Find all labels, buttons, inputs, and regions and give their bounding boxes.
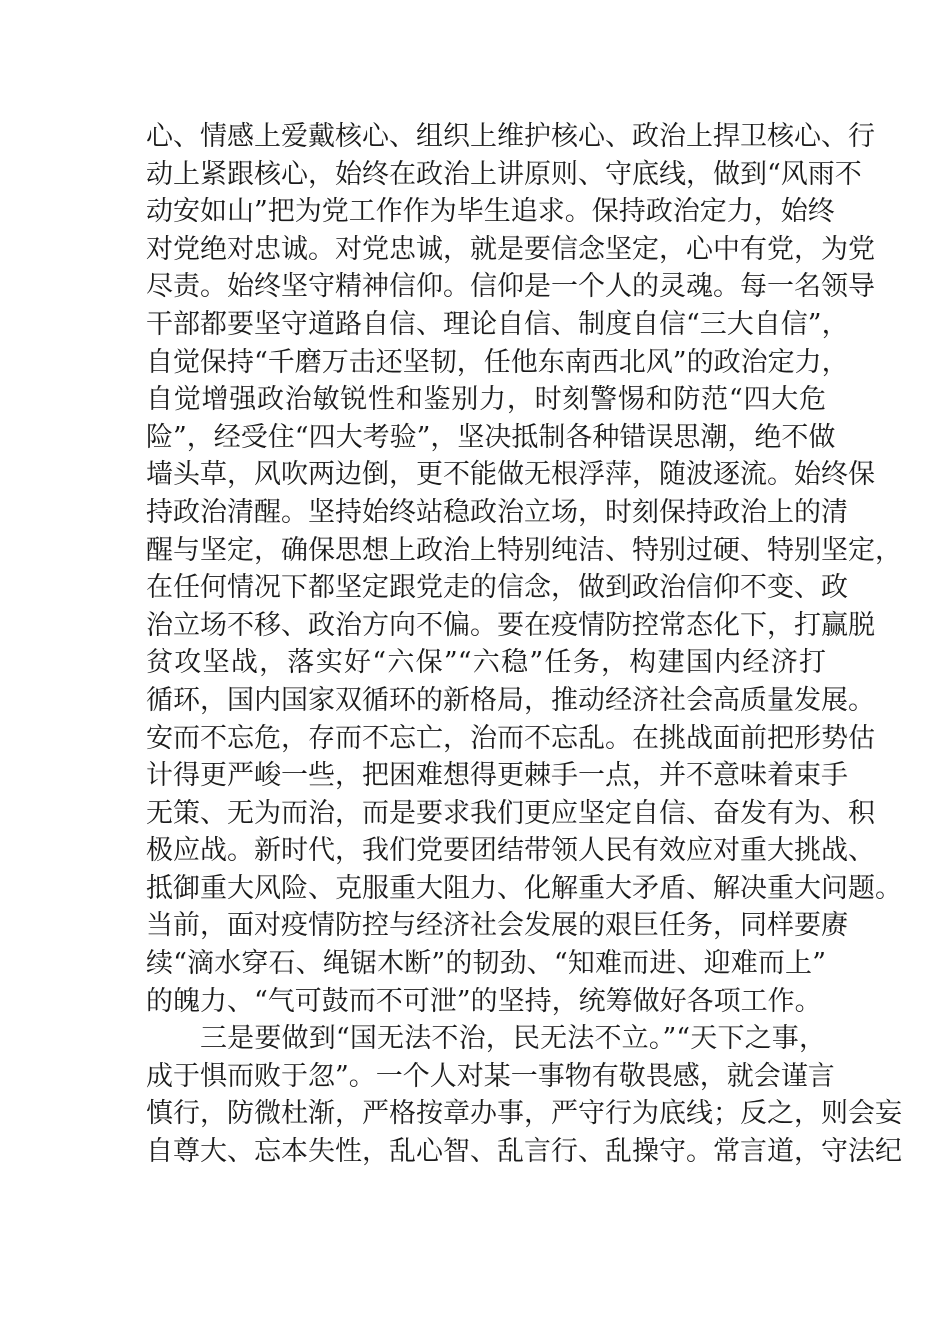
text-line-5: 尽责。始终坚守精神信仰。信仰是一个人的灵魂。每一名领导 [146,271,875,303]
text-line-4: 对党绝对忠诚。对党忠诚，就是要信念坚定，心中有党，为党 [146,233,875,265]
text-line-13: 在任何情况下都坚定跟党走的信念，做到政治信仰不变、政 [146,572,848,604]
text-line-19: 无策、无为而治，而是要求我们更应坚定自信、奋发有为、积 [146,797,875,829]
text-line-9: 险”，经受住“四大考验”，坚决抵制各种错误思潮，绝不做 [146,421,836,453]
text-line-10: 墙头草，风吹两边倒，更不能做无根浮萍，随波逐流。始终保 [146,459,875,491]
text-line-25: 三是要做到“国无法不治，民无法不立。”“天下之事， [200,1023,826,1055]
text-line-21: 抵御重大风险、克服重大阻力、化解重大矛盾、解决重大问题。 [146,872,902,904]
text-line-2: 动上紧跟核心，始终在政治上讲原则、守底线，做到“风雨不 [146,158,862,190]
text-line-12: 醒与坚定，确保思想上政治上特别纯洁、特别过硬、特别坚定， [146,534,902,566]
text-line-3: 动安如山”把为党工作作为毕生追求。保持政治定力，始终 [146,196,835,228]
text-line-14: 治立场不移、政治方向不偏。要在疫情防控常态化下，打赢脱 [146,609,875,641]
text-line-7: 自觉保持“千磨万击还坚韧，任他东南西北风”的政治定力， [146,346,849,378]
text-line-17: 安而不忘危，存而不忘亡，治而不忘乱。在挑战面前把形势估 [146,722,875,754]
text-line-26: 成于惧而败于忽”。一个人对某一事物有敬畏感，就会谨言 [146,1060,835,1092]
text-line-18: 计得更严峻一些，把困难想得更棘手一点，并不意味着束手 [146,760,848,792]
text-line-23: 续“滴水穿石、绳锯木断”的韧劲、“知难而进、迎难而上” [146,948,826,980]
text-line-27: 慎行，防微杜渐，严格按章办事，严守行为底线；反之，则会妄 [146,1098,902,1130]
text-line-20: 极应战。新时代，我们党要团结带领人民有效应对重大挑战、 [146,835,875,867]
text-line-11: 持政治清醒。坚持始终站稳政治立场，时刻保持政治上的清 [146,496,848,528]
text-line-28: 自尊大、忘本失性，乱心智、乱言行、乱操守。常言道，守法纪 [146,1136,902,1168]
text-line-1: 心、情感上爱戴核心、组织上维护核心、政治上捍卫核心、行 [146,121,875,152]
text-line-6: 干部都要坚守道路自信、理论自信、制度自信“三大自信”， [146,308,849,340]
body-text [146,118,902,1171]
text-line-24: 的魄力、“气可鼓而不可泄”的坚持，统筹做好各项工作。 [146,985,822,1017]
text-line-15: 贫攻坚战，落实好“六保”“六稳”任务，构建国内经济打 [146,647,826,679]
text-line-8: 自觉增强政治敏锐性和鉴别力，时刻警惕和防范“四大危 [146,384,826,416]
text-line-22: 当前，面对疫情防控与经济社会发展的艰巨任务，同样要赓 [146,910,848,942]
text-line-16: 循环，国内国家双循环的新格局，推动经济社会高质量发展。 [146,684,875,716]
